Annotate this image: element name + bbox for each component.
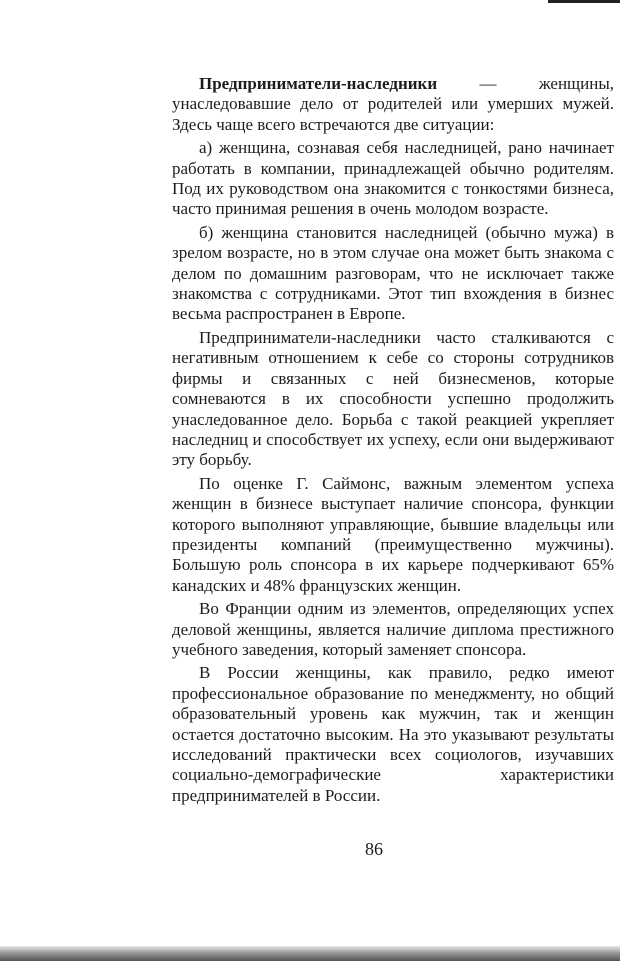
paragraph-4: Предприниматели-наследники часто сталкиваются с негативным отношением к себе со стороны сотрудников фирмы и связанных с ней бизнесменов, которые сомневаются в их способности успешно продолжить унаследованное дело. Борьба с такой реакцией укрепляет наследниц и способствует их успеху, если они выдерживают эту борьбу. [172, 327, 614, 470]
paragraph-1 [172, 74, 614, 135]
paragraph-7: В России женщины, как правило, редко имеют профессиональное образование по менеджменту, но общий образовательный уровень как мужчин, так и женщин остается достаточно высоким. На это указывают результаты исследований практически всех социологов, изучавших социально-демографические характеристики предпринимателей в России. [172, 663, 614, 805]
paragraph-1-text: — женщины, унаследовавшие дело от родителей или умерших мужей. Здесь чаще всего встречаются две ситуации: [172, 74, 614, 134]
term-heading: Предприниматели-наследники [199, 74, 438, 93]
page-body [172, 74, 614, 809]
scan-top-edge [548, 0, 620, 3]
page-number: 86 [365, 839, 383, 859]
scan-bottom-edge [0, 946, 620, 961]
paragraph-2: а) женщина, сознавая себя наследницей, рано начинает работать в компании, принадлежащей обычно родителям. Под их руководством она знакомится с тонкостями бизнеса, часто принимая решения в очень молодом возрасте. [172, 138, 614, 219]
paragraph-3: б) женщина становится наследницей (обычно мужа) в зрелом возрасте, но в этом случае она может быть знакома с делом по домашним разговорам, что не исключает также знакомства с сотрудниками. Этот тип вхождения в бизнес весьма распространен в Европе. [172, 222, 614, 324]
paragraph-5: По оценке Г. Саймонс, важным элементом успеха женщин в бизнесе выступает наличие спонсора, функции которого выполняют управляющие, бывшие владельцы или президенты компаний (преимущественно мужчины). Большую роль спонсора в их карьере подчеркивают 65% канадских и 48% французских женщин. [172, 473, 614, 595]
paragraph-6: Во Франции одним из элементов, определяющих успех деловой женщины, является наличие диплома престижного учебного заведения, который заменяет спонсора. [172, 599, 614, 659]
